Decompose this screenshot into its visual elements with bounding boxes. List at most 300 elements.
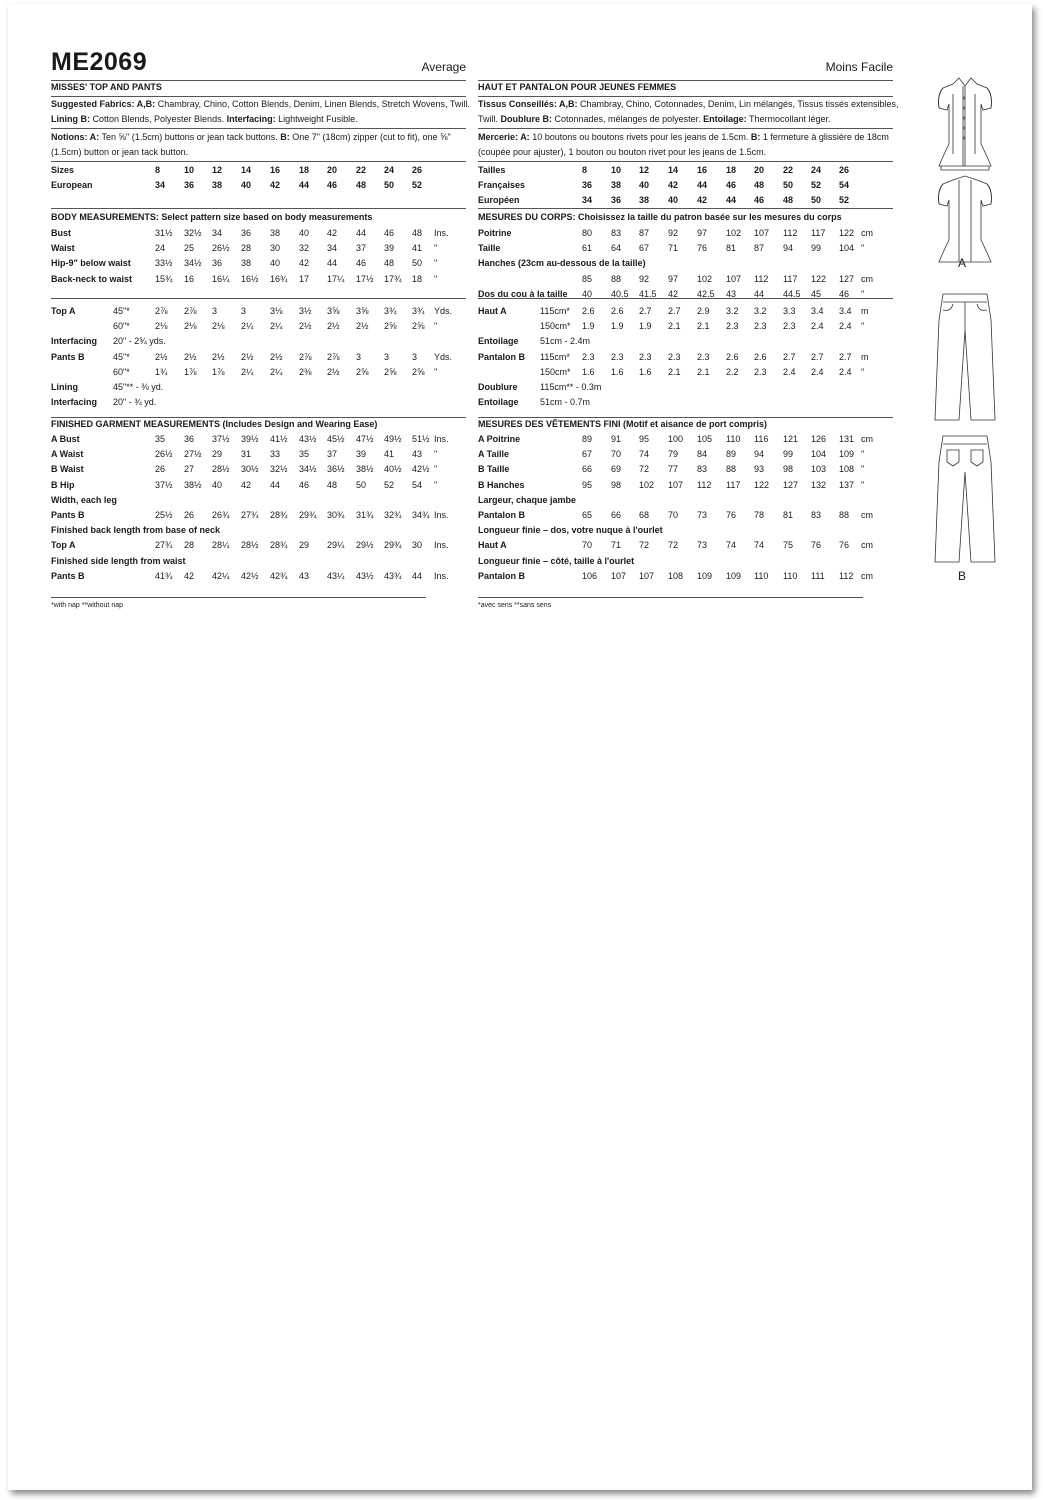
- table-row: [51, 321, 466, 333]
- table-cell: 39: [356, 449, 367, 460]
- table-cell: 3.2: [726, 306, 739, 316]
- table-cell: 30: [412, 540, 423, 551]
- table-cell: 2.4: [811, 366, 824, 377]
- table-cell: 32½: [184, 228, 202, 238]
- table-cell: 103: [811, 464, 827, 475]
- unit-label: ": [861, 321, 865, 332]
- row-width: 60"*: [113, 366, 130, 377]
- table-cell: 12: [212, 165, 223, 175]
- row-width: 45"*: [113, 306, 130, 316]
- row-label: Européen: [478, 195, 520, 206]
- table-cell: 97: [697, 228, 708, 238]
- table-cell: 26: [839, 165, 850, 175]
- row-label: Pants B: [51, 351, 85, 362]
- row-label: Pantalon B: [478, 510, 526, 520]
- table-cell: 74: [754, 540, 765, 551]
- table-cell: 43¾: [384, 570, 402, 581]
- table-cell: 38½: [184, 479, 202, 490]
- table-cell: 2.7: [839, 351, 852, 362]
- table-cell: 66: [582, 464, 593, 475]
- table-cell: 2⅞: [155, 306, 168, 316]
- pants-back-sketch-icon: [935, 436, 995, 562]
- table-cell: 72: [668, 540, 679, 551]
- table-cell: 52: [412, 180, 423, 191]
- table-cell: 122: [839, 228, 855, 238]
- table-cell: 89: [582, 434, 593, 444]
- table-cell: 30¾: [327, 510, 345, 520]
- table-cell: 44: [327, 258, 338, 269]
- table-cell: 107: [639, 570, 655, 581]
- table-cell: 26½: [155, 449, 173, 460]
- fabrics-line: Suggested Fabrics: A,B: Chambray, Chino, Cotton Blends, Denim, Linen Blends, Stretch Wovens, Twill.: [51, 99, 470, 109]
- table-row: [478, 525, 893, 537]
- table-cell: 70: [582, 540, 593, 551]
- unit-label: ": [434, 479, 438, 490]
- table-cell: 127: [839, 273, 855, 284]
- table-cell: 79: [668, 449, 679, 460]
- table-cell: 92: [668, 228, 679, 238]
- notions-line: Notions: A: Ten ⅝" (1.5cm) buttons or jean tack buttons. B: One 7" (18cm) zipper (cut to fit), one ⅝": [51, 132, 451, 142]
- table-cell: 66: [611, 510, 622, 520]
- table-row: [51, 258, 466, 270]
- table-cell: 17¾: [384, 273, 402, 284]
- table-cell: 29: [299, 540, 310, 551]
- table-cell: 3: [212, 306, 218, 316]
- table-cell: 46: [356, 258, 367, 269]
- table-cell: 26: [184, 510, 195, 520]
- table-cell: 2½: [327, 366, 340, 377]
- row-label: Hanches (23cm au-dessous de la taille): [478, 258, 646, 269]
- table-row: [51, 540, 466, 552]
- table-cell: 2⅜: [299, 366, 312, 377]
- table-cell: 3: [412, 351, 418, 362]
- table-cell: 24: [384, 165, 395, 175]
- table-cell: 46: [327, 180, 338, 191]
- row-label: Taille: [478, 243, 501, 254]
- pants-front-sketch-icon: [935, 294, 995, 420]
- table-row: [51, 449, 466, 461]
- table-cell: 2⅞: [184, 306, 197, 316]
- table-cell: 44: [754, 288, 765, 299]
- table-row: [478, 540, 893, 552]
- table-cell: 50: [384, 180, 395, 191]
- table-cell: 107: [726, 273, 742, 284]
- table-cell: 100: [668, 434, 684, 444]
- table-cell: 40: [639, 180, 650, 191]
- table-cell: 2¼: [270, 321, 283, 332]
- table-cell: 72: [639, 540, 650, 551]
- divider: [478, 96, 893, 97]
- table-cell: 15¾: [155, 273, 173, 284]
- table-cell: 104: [839, 243, 855, 254]
- table-cell: 61: [582, 243, 593, 254]
- unit-label: ": [861, 479, 865, 490]
- table-cell: 41: [384, 449, 395, 460]
- table-cell: 2¼: [270, 366, 283, 377]
- row-width: 45"*: [113, 351, 130, 362]
- section-title-fr: HAUT ET PANTALON POUR JEUNES FEMMES: [478, 82, 677, 92]
- divider: [478, 208, 893, 209]
- unit-label: ": [861, 449, 865, 460]
- unit-label: cm: [861, 570, 873, 581]
- divider: [51, 298, 466, 299]
- table-row: [478, 258, 893, 270]
- table-cell: 91: [611, 434, 622, 444]
- table-row: [478, 352, 893, 364]
- table-cell: 2.3: [611, 351, 624, 362]
- table-cell: 2.3: [639, 351, 652, 362]
- table-cell: 44: [726, 195, 737, 206]
- table-cell: 43¼: [327, 570, 345, 581]
- finished-measurements-heading-fr: MESURES DES VÊTEMENTS FINI (Motif et aisance de port compris): [478, 419, 768, 429]
- table-cell: 1.9: [611, 321, 624, 332]
- row-width: 51cm - 2.4m: [540, 336, 591, 347]
- table-cell: 28½: [212, 464, 230, 475]
- table-cell: 14: [241, 165, 252, 175]
- table-cell: 107: [668, 479, 684, 490]
- table-cell: 26: [412, 165, 423, 175]
- table-row: [478, 367, 893, 379]
- table-cell: 108: [668, 570, 684, 581]
- table-cell: 1.9: [582, 321, 595, 332]
- table-cell: 42: [270, 180, 281, 191]
- table-cell: 28: [241, 243, 252, 254]
- table-cell: 74: [726, 540, 737, 551]
- table-cell: 111: [811, 570, 825, 581]
- divider: [51, 208, 466, 209]
- finished-measurements-heading: FINISHED GARMENT MEASUREMENTS (Includes Design and Wearing Ease): [51, 419, 378, 429]
- table-row: [51, 510, 466, 522]
- table-cell: 1⅞: [212, 366, 225, 377]
- table-cell: 2½: [327, 321, 340, 332]
- table-cell: 107: [611, 570, 627, 581]
- table-cell: 117: [783, 273, 798, 284]
- table-row: [478, 228, 893, 240]
- table-row: [478, 165, 893, 177]
- table-row: [478, 556, 893, 568]
- table-cell: 50: [356, 479, 367, 490]
- table-row: [478, 434, 893, 446]
- table-row: [478, 274, 893, 286]
- row-label: European: [51, 180, 93, 191]
- table-cell: 83: [611, 228, 622, 238]
- table-cell: 39½: [241, 434, 259, 444]
- table-cell: 27¾: [241, 510, 259, 520]
- table-cell: 68: [639, 510, 650, 520]
- unit-label: cm: [861, 228, 873, 238]
- table-cell: 44: [412, 570, 423, 581]
- table-cell: 34: [212, 228, 223, 238]
- table-cell: 16½: [241, 273, 259, 284]
- table-cell: 32½: [270, 464, 288, 475]
- table-cell: 2⅝: [384, 321, 397, 332]
- table-row: [478, 449, 893, 461]
- table-cell: 2½: [241, 351, 254, 362]
- table-cell: 3½: [299, 306, 312, 316]
- unit-label: ": [861, 366, 865, 377]
- table-cell: 29¾: [384, 540, 402, 551]
- table-cell: 2.3: [783, 321, 796, 332]
- table-cell: 10: [184, 165, 195, 175]
- table-cell: 46: [384, 228, 395, 238]
- table-cell: 2⅞: [299, 351, 312, 362]
- table-cell: 20: [327, 165, 338, 175]
- row-label: A Bust: [51, 434, 80, 444]
- unit-label: Ins.: [434, 540, 449, 551]
- table-cell: 38: [611, 180, 622, 191]
- table-cell: 2.1: [668, 321, 681, 332]
- difficulty-level: Average: [421, 60, 466, 74]
- divider: [478, 597, 863, 598]
- table-cell: 20: [754, 165, 765, 175]
- table-cell: 1¾: [155, 366, 168, 377]
- table-cell: 36: [241, 228, 252, 238]
- table-cell: 41½: [270, 434, 288, 444]
- table-row: [51, 306, 466, 318]
- table-cell: 2½: [184, 351, 197, 362]
- table-cell: 16: [184, 273, 195, 284]
- unit-label: ": [434, 449, 438, 460]
- table-cell: 16: [697, 165, 708, 175]
- table-row: [51, 464, 466, 476]
- table-cell: 69: [611, 464, 622, 475]
- divider: [478, 298, 893, 299]
- table-cell: 36½: [327, 464, 345, 475]
- table-cell: 97: [668, 273, 679, 284]
- row-label: B Waist: [51, 464, 84, 475]
- lining-line: Lining B: Cotton Blends, Polyester Blends. Interfacing: Lightweight Fusible.: [51, 114, 358, 124]
- table-cell: 2.9: [697, 306, 710, 316]
- table-cell: 3⅛: [270, 306, 283, 316]
- table-cell: 22: [356, 165, 367, 175]
- table-cell: 67: [639, 243, 650, 254]
- table-cell: 3: [241, 306, 247, 316]
- row-label: Hip-9" below waist: [51, 258, 131, 269]
- table-cell: 43: [726, 288, 737, 299]
- table-cell: 116: [754, 434, 769, 444]
- table-cell: 48: [783, 195, 794, 206]
- unit-label: ": [861, 243, 865, 254]
- table-cell: 48: [327, 479, 338, 490]
- table-cell: 76: [811, 540, 822, 551]
- table-cell: 3.3: [783, 306, 796, 316]
- unit-label: Ins.: [434, 434, 449, 444]
- pattern-envelope-back: [8, 4, 1032, 1490]
- table-cell: 99: [811, 243, 822, 254]
- row-width: 150cm*: [540, 366, 571, 377]
- row-width: 150cm*: [540, 321, 571, 332]
- table-cell: 2½: [155, 351, 168, 362]
- table-cell: 2⅝: [384, 366, 397, 377]
- row-label: Dos du cou à la taille: [478, 288, 568, 299]
- table-cell: 109: [697, 570, 713, 581]
- table-cell: 127: [783, 479, 799, 490]
- table-cell: 32¾: [384, 510, 402, 520]
- table-cell: 83: [697, 464, 708, 475]
- table-cell: 2.2: [726, 366, 739, 377]
- row-width: 115cm*: [540, 351, 570, 362]
- table-cell: 76: [697, 243, 708, 254]
- table-row: [478, 397, 893, 409]
- table-cell: 36: [212, 258, 223, 269]
- table-cell: 126: [811, 434, 827, 444]
- table-cell: 50: [811, 195, 822, 206]
- unit-label: Yds.: [434, 306, 453, 316]
- unit-label: ": [861, 464, 865, 475]
- top-back-sketch-icon: [939, 176, 992, 262]
- row-label: Pants B: [51, 510, 85, 520]
- table-cell: 102: [639, 479, 655, 490]
- table-cell: 77: [668, 464, 679, 475]
- table-row: [478, 336, 893, 348]
- table-cell: 42: [668, 288, 679, 299]
- table-cell: 92: [639, 273, 650, 284]
- table-cell: 2.3: [697, 351, 710, 362]
- table-cell: 34: [327, 243, 338, 254]
- table-cell: 2.3: [668, 351, 681, 362]
- divider: [51, 161, 466, 162]
- table-cell: 84: [697, 449, 708, 460]
- table-cell: 83: [811, 510, 822, 520]
- table-cell: 2.3: [754, 321, 767, 332]
- row-label: Pants B: [51, 570, 85, 581]
- table-cell: 2.7: [783, 351, 796, 362]
- divider: [51, 80, 466, 81]
- divider: [478, 80, 893, 81]
- fabrics-line-fr: Tissus Conseillés: A,B: Chambray, Chino, Cotonnades, Denim, Lin mélangés, Tissus tissés extensibles,: [478, 99, 899, 109]
- row-label: Largeur, chaque jambe: [478, 494, 577, 505]
- table-cell: 18: [726, 165, 737, 175]
- table-cell: 44: [697, 180, 708, 191]
- table-cell: 42½: [241, 570, 259, 581]
- table-cell: 2.1: [697, 321, 710, 332]
- table-cell: 3.4: [839, 306, 852, 316]
- table-cell: 47½: [356, 434, 374, 444]
- table-cell: 16¼: [212, 273, 230, 284]
- table-cell: 2.1: [668, 366, 681, 377]
- table-cell: 48: [356, 180, 367, 191]
- table-cell: 46: [839, 288, 850, 299]
- table-row: [51, 165, 466, 177]
- table-cell: 81: [726, 243, 737, 254]
- row-label: Pantalon B: [478, 570, 526, 581]
- table-cell: 40: [668, 195, 679, 206]
- row-label: Top A: [51, 540, 76, 551]
- table-cell: 44: [356, 228, 367, 238]
- table-cell: 36: [184, 180, 195, 191]
- row-label: Width, each leg: [51, 494, 117, 505]
- table-cell: 18: [299, 165, 310, 175]
- table-cell: 2⅛: [155, 321, 168, 332]
- row-width: 45"** - ⅜ yd.: [113, 382, 164, 392]
- row-label: Poitrine: [478, 228, 512, 238]
- table-cell: 98: [611, 479, 622, 490]
- table-cell: 42½: [412, 464, 430, 475]
- notions-line-2: (1.5cm) button or jean tack button.: [51, 147, 189, 157]
- table-row: [51, 434, 466, 446]
- divider: [478, 128, 893, 129]
- table-cell: 95: [639, 434, 650, 444]
- table-cell: 26¾: [212, 510, 230, 520]
- table-cell: 52: [839, 195, 850, 206]
- table-cell: 85: [582, 273, 593, 284]
- table-row: [51, 367, 466, 379]
- table-cell: 2.6: [754, 351, 767, 362]
- table-row: [478, 321, 893, 333]
- table-cell: 43½: [299, 434, 317, 444]
- row-label: B Hip: [51, 479, 75, 490]
- unit-label: ": [434, 366, 438, 377]
- row-width: 115cm*: [540, 306, 570, 316]
- table-cell: 48: [412, 228, 423, 238]
- table-cell: 54: [839, 180, 850, 191]
- table-row: [51, 495, 466, 507]
- table-cell: 2.3: [582, 351, 595, 362]
- table-row: [478, 571, 893, 583]
- table-cell: 43: [299, 570, 310, 581]
- table-cell: 37: [356, 243, 367, 254]
- row-label: Françaises: [478, 180, 526, 191]
- unit-label: cm: [861, 434, 873, 444]
- table-cell: 1.6: [639, 366, 652, 377]
- table-cell: 117: [726, 479, 741, 490]
- table-cell: 41: [412, 243, 423, 254]
- table-cell: 28¼: [212, 540, 230, 551]
- table-cell: 41.5: [639, 288, 657, 299]
- table-cell: 40: [241, 180, 252, 191]
- table-row: [51, 352, 466, 364]
- table-cell: 1⅞: [184, 366, 197, 377]
- table-cell: 71: [611, 540, 622, 551]
- table-cell: 42: [697, 195, 708, 206]
- table-cell: 25: [184, 243, 195, 254]
- table-cell: 26: [155, 464, 166, 475]
- table-cell: 110: [783, 570, 798, 581]
- table-cell: 137: [839, 479, 855, 490]
- table-cell: 2⅝: [412, 366, 425, 377]
- table-cell: 51½: [412, 434, 430, 444]
- table-cell: 2.4: [839, 321, 852, 332]
- lining-line-fr: Twill. Doublure B: Cotonnades, mélanges de polyester. Entoilage: Thermocollant léger.: [478, 114, 831, 124]
- table-cell: 38: [270, 228, 281, 238]
- unit-label: m: [861, 306, 869, 316]
- table-cell: 112: [839, 570, 854, 581]
- table-row: [478, 243, 893, 255]
- table-cell: 78: [754, 510, 765, 520]
- table-cell: 46: [754, 195, 765, 206]
- table-cell: 107: [754, 228, 770, 238]
- table-cell: 88: [726, 464, 737, 475]
- table-cell: 3⅝: [327, 306, 340, 316]
- table-cell: 14: [668, 165, 679, 175]
- table-cell: 2⅞: [327, 351, 340, 362]
- table-cell: 70: [668, 510, 679, 520]
- table-cell: 2¼: [241, 321, 254, 332]
- table-cell: 2.7: [639, 306, 652, 316]
- table-cell: 17½: [356, 273, 374, 284]
- row-label: A Waist: [51, 449, 84, 460]
- notions-line-2-fr: (coupée pour ajuster), 1 bouton ou bouton rivet pour les jeans de 1.5cm.: [478, 147, 767, 157]
- table-cell: 1.9: [639, 321, 652, 332]
- table-cell: 42: [299, 258, 310, 269]
- table-cell: 110: [754, 570, 769, 581]
- table-cell: 2⅛: [184, 321, 197, 332]
- table-cell: 30½: [241, 464, 259, 475]
- divider: [51, 128, 466, 129]
- table-cell: 122: [811, 273, 827, 284]
- table-cell: 112: [783, 228, 798, 238]
- table-cell: 2.6: [582, 306, 595, 316]
